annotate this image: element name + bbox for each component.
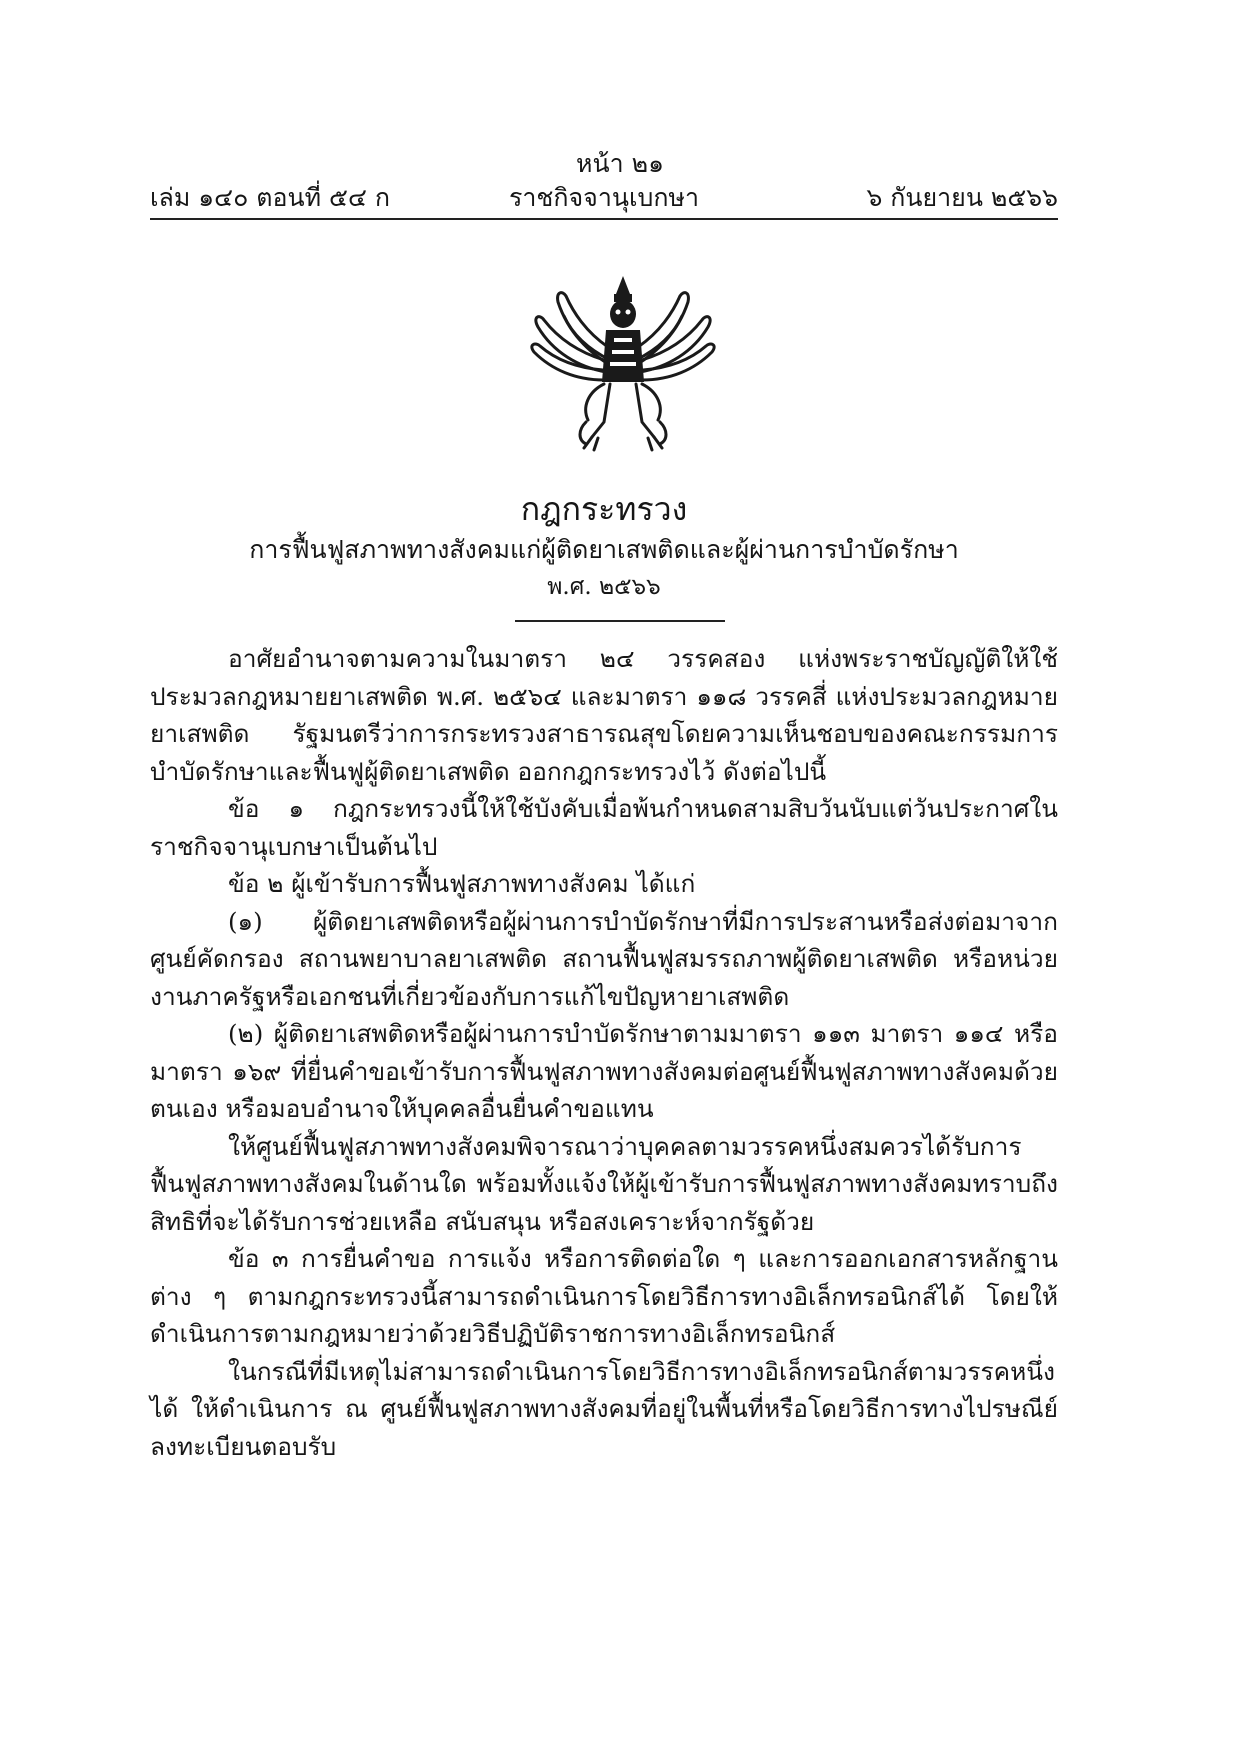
- gazette-name: ราชกิจจานุเบกษา: [508, 183, 700, 212]
- preamble-paragraph: อาศัยอำนาจตามความในมาตรา ๒๔ วรรคสอง แห่งพระราชบัญญัติให้ใช้ประมวลกฎหมายยาเสพติด พ.ศ. ๒๕๖๔ และมาตรา ๑๑๘ วรรคสี่ แห่งประมวลกฎหมายยาเสพติด รัฐมนตรีว่าการกระทรวงสาธารณสุขโดยความเห็นชอบของคณะกรรมการบำบัดรักษาและฟื้นฟูผู้ติดยาเสพติด ออกกฎกระทรวงไว้ ดังต่อไปนี้: [150, 644, 1058, 786]
- clause-2-paragraph-2: ให้ศูนย์ฟื้นฟูสภาพทางสังคมพิจารณาว่าบุคคลตามวรรคหนึ่งสมควรได้รับการฟื้นฟูสภาพทางสังคมในด้านใด พร้อมทั้งแจ้งให้ผู้เข้ารับการฟื้นฟูสภาพทางสังคมทราบถึงสิทธิที่จะได้รับการช่วยเหลือ สนับสนุน หรือสงเคราะห์จากรัฐด้วย: [150, 1131, 1058, 1236]
- clause-3: ข้อ ๓ การยื่นคำขอ การแจ้ง หรือการติดต่อใด ๆ และการออกเอกสารหลักฐานต่าง ๆ ตามกฎกระทรวงนี้สามารถดำเนินการโดยวิธีการทางอิเล็กทรอนิกส์ได้ โดยให้ดำเนินการตามกฎหมายว่าด้วยวิธีปฏิบัติราชการทางอิเล็กทรอนิกส์: [150, 1244, 1058, 1348]
- page-number: หน้า ๒๑: [576, 149, 664, 178]
- document-year: พ.ศ. ๒๕๖๖: [547, 574, 661, 600]
- clause-2-item-2: (๒) ผู้ติดยาเสพติดหรือผู้ผ่านการบำบัดรักษาตามมาตรา ๑๑๓ มาตรา ๑๑๔ หรือมาตรา ๑๖๙ ที่ยื่นคำขอเข้ารับการฟื้นฟูสภาพทางสังคมต่อศูนย์ฟื้นฟูสภาพทางสังคมด้วยตนเอง หรือมอบอำนาจให้บุคคลอื่นยื่นคำขอแทน: [150, 1019, 1058, 1123]
- clause-3-paragraph-2: ในกรณีที่มีเหตุไม่สามารถดำเนินการโดยวิธีการทางอิเล็กทรอนิกส์ตามวรรคหนึ่งได้ ให้ดำเนินการ ณ ศูนย์ฟื้นฟูสภาพทางสังคมที่อยู่ในพื้นที่หรือโดยวิธีการทางไปรษณีย์ลงทะเบียนตอบรับ: [150, 1356, 1058, 1461]
- gazette-header: [150, 180, 1058, 216]
- clause-2-item-1: (๑) ผู้ติดยาเสพติดหรือผู้ผ่านการบำบัดรักษาที่มีการประสานหรือส่งต่อมาจากศูนย์คัดกรอง สถานพยาบาลยาเสพติด สถานฟื้นฟูสมรรถภาพผู้ติดยาเสพติด หรือหน่วยงานภาครัฐหรือเอกชนที่เกี่ยวข้องกับการแก้ไขปัญหายาเสพติด: [150, 906, 1058, 1011]
- clause-2: ข้อ ๒ ผู้เข้ารับการฟื้นฟูสภาพทางสังคม ได้แก่: [228, 869, 696, 898]
- title-divider: [515, 620, 725, 622]
- header-divider: [150, 218, 1058, 220]
- document-title: กฎกระทรวง: [520, 490, 688, 528]
- volume-issue: เล่ม ๑๔๐ ตอนที่ ๕๔ ก: [150, 183, 390, 212]
- document-body: [150, 640, 1058, 1465]
- clause-1: ข้อ ๑ กฎกระทรวงนี้ให้ใช้บังคับเมื่อพ้นกำหนดสามสิบวันนับแต่วันประกาศในราชกิจจานุเบกษาเป็นต้นไป: [150, 794, 1058, 861]
- document-subtitle: การฟื้นฟูสภาพทางสังคมแก่ผู้ติดยาเสพติดและผู้ผ่านการบำบัดรักษา: [249, 535, 959, 564]
- garuda-emblem-icon: [518, 272, 728, 452]
- publication-date: ๖ กันยายน ๒๕๖๖: [866, 183, 1058, 212]
